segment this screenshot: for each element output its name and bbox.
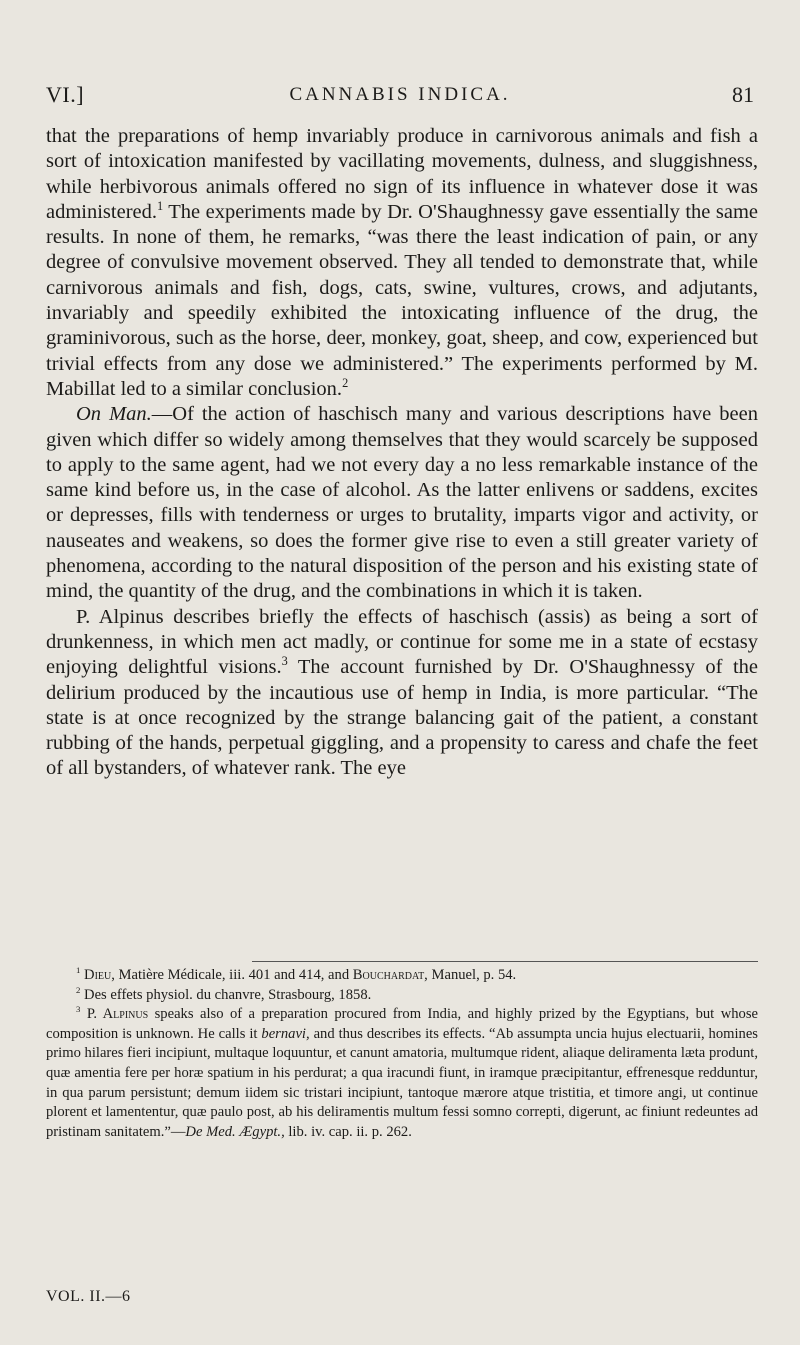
paragraph-text: —Of the action of haschisch many and various descriptions have been given which differ so widely among themselves that they would scarcely be supposed to apply to the same agent, had we not every day a no less remarkable instance of the same kind before us, in the case of alcohol. As the latter enlivens or saddens, excites or depresses, fills with tenderness or urges to brutality, imparts vigor and activity, or nauseates and weakens, so does the former give rise to even a still greater variety of phenomena, according to the natural disposition of the person and his existing state of mind, the quantity of the drug, and the combinations in which it is taken. [46,403,758,603]
footnote-mark: 1 [76,965,81,976]
footnotes [46,966,758,1142]
footnote-ref: 3 [281,654,288,669]
paragraph-2 [46,402,758,604]
body-text [46,124,758,782]
footnote-text: Manuel, p. 54. [427,967,517,983]
footnote-author: P. Alpinus [86,1006,149,1023]
footnote-3 [46,1005,758,1142]
signature-mark: VOL. II.—6 [46,1288,131,1305]
footnote-italic: bernavi, [261,1025,310,1042]
section-run-in-heading: On Man. [76,403,152,426]
paragraph-text: that the preparations of hemp invariably produce in carnivorous animals and fish a sort of intoxication manifested by vacillating movements, dulness, and sluggishness, while herbivorous animals offered no sign of its influence in whatever dose it was administered. [46,125,758,223]
chapter-number: VI.] [46,82,85,107]
footnote-ref: 1 [157,199,164,214]
footnote-2 [46,986,758,1006]
paragraph-3 [46,605,758,782]
paragraph-text: The experiments made by Dr. O'Shaughnessy gave essentially the same results. In none of them, he remarks, “was there the least indication of pain, or any degree of convulsive movement observed. They all tended to demonstrate that, while carnivorous animals and fish, dogs, cats, swine, vultures, crows, and adjutants, invariably and speedily exhibited the intoxicating influence of the drug, the graminivorous, such as the horse, deer, monkey, goat, sheep, and cow, experienced but trivial effects from any dose we administered.” The experiments performed by M. Mabillat led to a similar conclusion. [46,200,758,400]
footnote-citation: De Med. Ægypt., [185,1123,285,1140]
running-title: CANNABIS INDICA. [289,84,511,105]
paragraph-text: P. Alpinus describes briefly the effects of haschisch (assis) as being a sort of drunkenness, in which men act madly, or continue for some me in a state of ecstasy enjoying delightful visions. [46,605,758,679]
footnote-text: Des effets physiol. du chanvre, Strasbourg, 1858. [80,986,372,1003]
footnote-text: lib. iv. cap. ii. p. 262. [284,1123,412,1140]
footnote-author: Bouchardat, [352,967,428,983]
footnote-text: and thus describes its effects. “Ab assumpta uncia hujus electuarii, homines primo hilares fieri incipiunt, multaque loquuntur, et canunt amatoria, multumque rident, aliaque deliramenta læta produnt, quæ amentia fere per horæ spatium in his perdurat; a qua iracundi fiunt, in iramque præcipitantur, effrenesque redduntur, in qua parum persistunt; demum iidem sic tristari incipiunt, tantoque mærore atque tristitia, et timore angi, ut continue plorent et lamententur, quæ paulo post, ab his deliramentis multum fessi somno correpti, digerunt, ac finiunt redeuntes ad pristinam sanitatem.”— [46,1025,758,1140]
footnote-rule [252,961,758,962]
footnote-text: speaks also of a preparation procured from India, and highly prized by the Egyptians, but whose composition is unknown. He calls it [46,1006,758,1042]
running-head [0,82,800,110]
footnote-1 [46,966,758,986]
footnote-author: Dieu, [84,967,115,983]
footnote-text: Matière Médicale, iii. 401 and 414, and [114,967,353,983]
footnote-mark: 2 [76,984,81,995]
paragraph-1 [46,124,758,402]
paragraph-text: The account furnished by Dr. O'Shaughnessy of the delirium produced by the incautious use of hemp in India, is more particular. “The state is at once recognized by the strange balancing gait of the patient, a constant rubbing of the hands, perpetual giggling, and a propensity to caress and chafe the feet of all bystanders, of whatever rank. The eye [46,656,759,780]
page-number: 81 [732,82,754,107]
footnote-mark: 3 [76,1004,81,1015]
footnote-ref: 2 [342,376,349,391]
